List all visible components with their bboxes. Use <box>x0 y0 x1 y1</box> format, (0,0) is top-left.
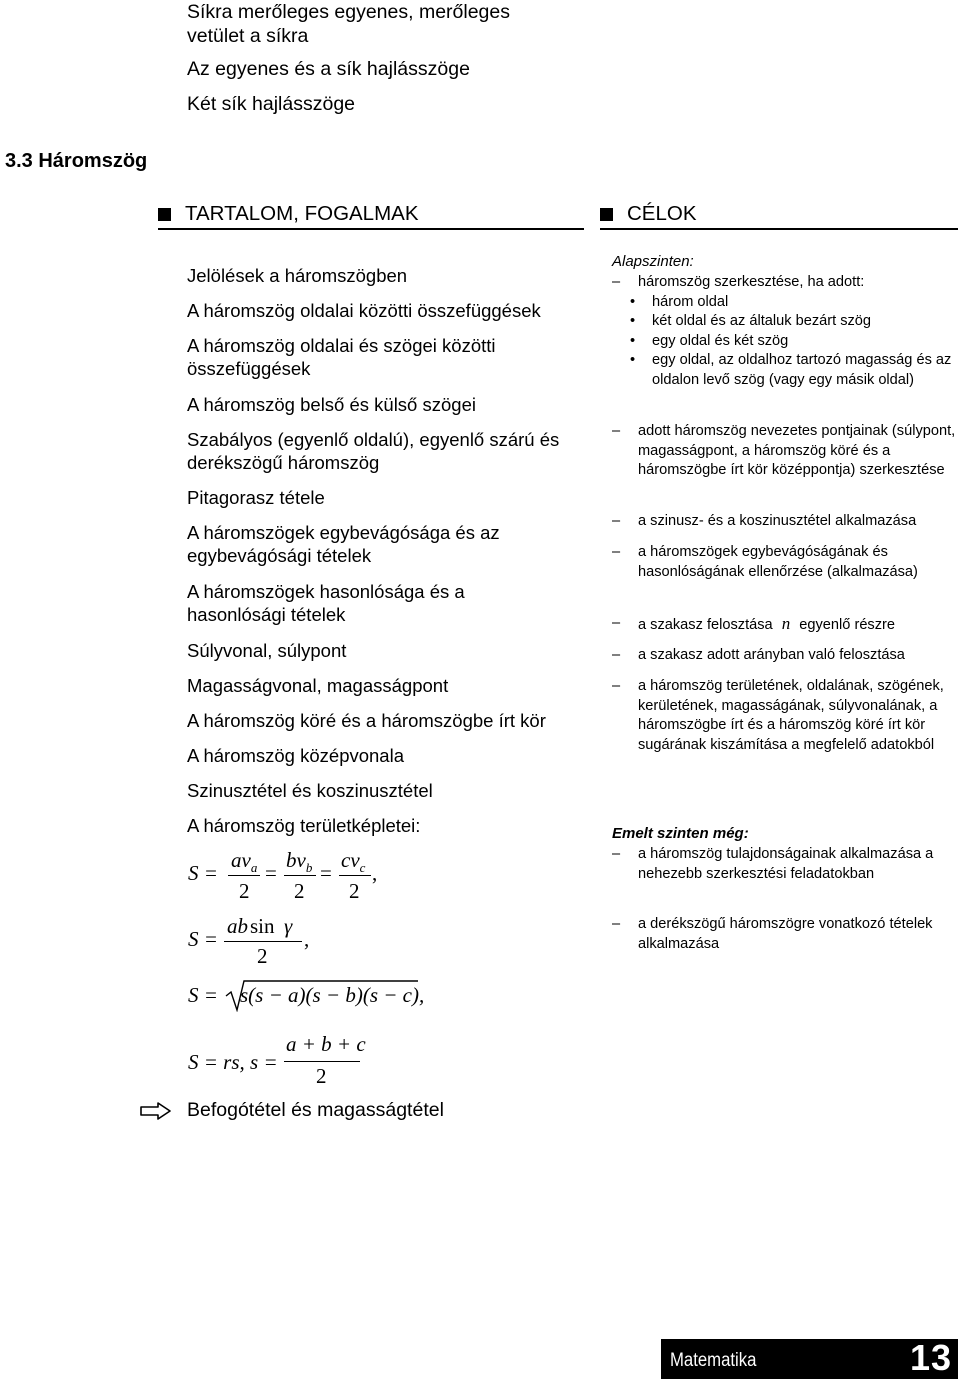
list-item: A háromszög köré és a háromszögbe írt kör <box>187 710 546 731</box>
list-item: A háromszög belső és külső szögei <box>187 394 476 415</box>
list-item: A háromszög középvonala <box>187 745 404 766</box>
right-heading <box>600 200 958 230</box>
goal-item: – a szakasz felosztása n egyenlő részre <box>612 614 896 633</box>
list-item: Súlyvonal, súlypont <box>187 640 347 661</box>
formula-numerator: $cv_c$ <box>341 848 366 876</box>
list-item: A háromszögek egybevágósága és az egybevágósági tételek <box>187 522 500 566</box>
goal-item: – a háromszögek egybevágóságának és hasonlóságának ellenőrzése (alkalmazása) <box>612 544 918 580</box>
right-heading-text: CÉLOK <box>627 202 697 225</box>
list-item: Szabályos (egyenlő oldalú), egyenlő szárú és derékszögű háromszög <box>187 429 560 473</box>
list-item: Szinusztétel és koszinusztétel <box>187 780 433 801</box>
advanced-level-label: Emelt szinten még: <box>612 825 749 842</box>
top-item-1: Síkra merőleges egyenes, merőleges vetület a síkra <box>187 1 510 47</box>
left-heading <box>158 200 584 230</box>
goal-subitem: • egy oldal és két szög <box>630 333 789 349</box>
arrow-right-icon <box>140 1102 174 1120</box>
formula-numerator: $av_a$ <box>231 848 258 876</box>
list-item: Magasságvonal, magasságpont <box>187 675 449 696</box>
formula-denominator: 2 <box>294 879 305 903</box>
goal-item: – a szinusz- és a koszinusztétel alkalmazása <box>612 513 917 529</box>
top-item-3: Két sík hajlásszöge <box>187 93 356 115</box>
goal-item: – a derékszögű háromszögre vonatkozó tételek alkalmazása <box>612 916 933 952</box>
goal-item: – a háromszög tulajdonságainak alkalmazása a nehezebb szerkesztési feladatokban <box>612 846 934 882</box>
square-bullet-icon <box>158 208 171 221</box>
goal-item: – adott háromszög nevezetes pontjainak (súlypont, magasságpont, a háromszög köré és a háromszögbe írt kör középpontja) szerkesztése <box>612 423 956 478</box>
goal-subitem: • egy oldal, az oldalhoz tartozó magasság és az oldalon levő szög (vagy egy másik oldal) <box>630 352 952 388</box>
goal-item: – háromszög szerkesztése, ha adott: <box>612 274 865 290</box>
footer-subject: Matematika <box>670 1350 757 1371</box>
formula-denominator: 2 <box>239 879 250 903</box>
basic-level-label: Alapszinten: <box>612 253 694 270</box>
formula-denominator: 2 <box>257 944 268 968</box>
formula-lhs: S = rs, s = <box>188 1050 278 1074</box>
list-item: A háromszögek hasonlósága és a hasonlósági tételek <box>187 581 465 625</box>
left-heading-text: TARTALOM, FOGALMAK <box>185 202 419 225</box>
arrow-item: Befogótétel és magasságtétel <box>187 1099 444 1121</box>
square-bullet-icon <box>600 208 613 221</box>
list-item: Pitagorasz tétele <box>187 487 325 508</box>
formula-lhs: S = <box>188 861 218 885</box>
formula-lhs: S = <box>188 983 218 1007</box>
formula-numerator: $bv_b$ <box>286 848 313 876</box>
section-title: 3.3 Háromszög <box>5 150 148 172</box>
top-item-2: Az egyenes és a sík hajlásszöge <box>187 58 470 80</box>
goal-item: – a szakasz adott arányban való felosztása <box>612 647 905 663</box>
formula-lhs: S = <box>188 927 218 951</box>
page-number: 13 <box>909 1337 952 1378</box>
goal-item: – a háromszög területének, oldalának, szögének, kerületének, magasságának, súlyvonalának, a háromszögbe írt és a háromszög köré írt kör sugárának kiszámítása a megfelelő adatokból <box>612 678 944 753</box>
formula-denominator: 2 <box>349 879 360 903</box>
goal-subitem: • két oldal és az általuk bezárt szög <box>630 313 872 329</box>
list-item: A háromszög területképletei: <box>187 815 421 836</box>
list-item: A háromszög oldalai és szögei közötti összefüggések <box>187 335 496 379</box>
list-item: A háromszög oldalai közötti összefüggések <box>187 300 541 321</box>
goal-subitem: • három oldal <box>630 294 729 310</box>
list-item: Jelölések a háromszögben <box>187 265 408 286</box>
